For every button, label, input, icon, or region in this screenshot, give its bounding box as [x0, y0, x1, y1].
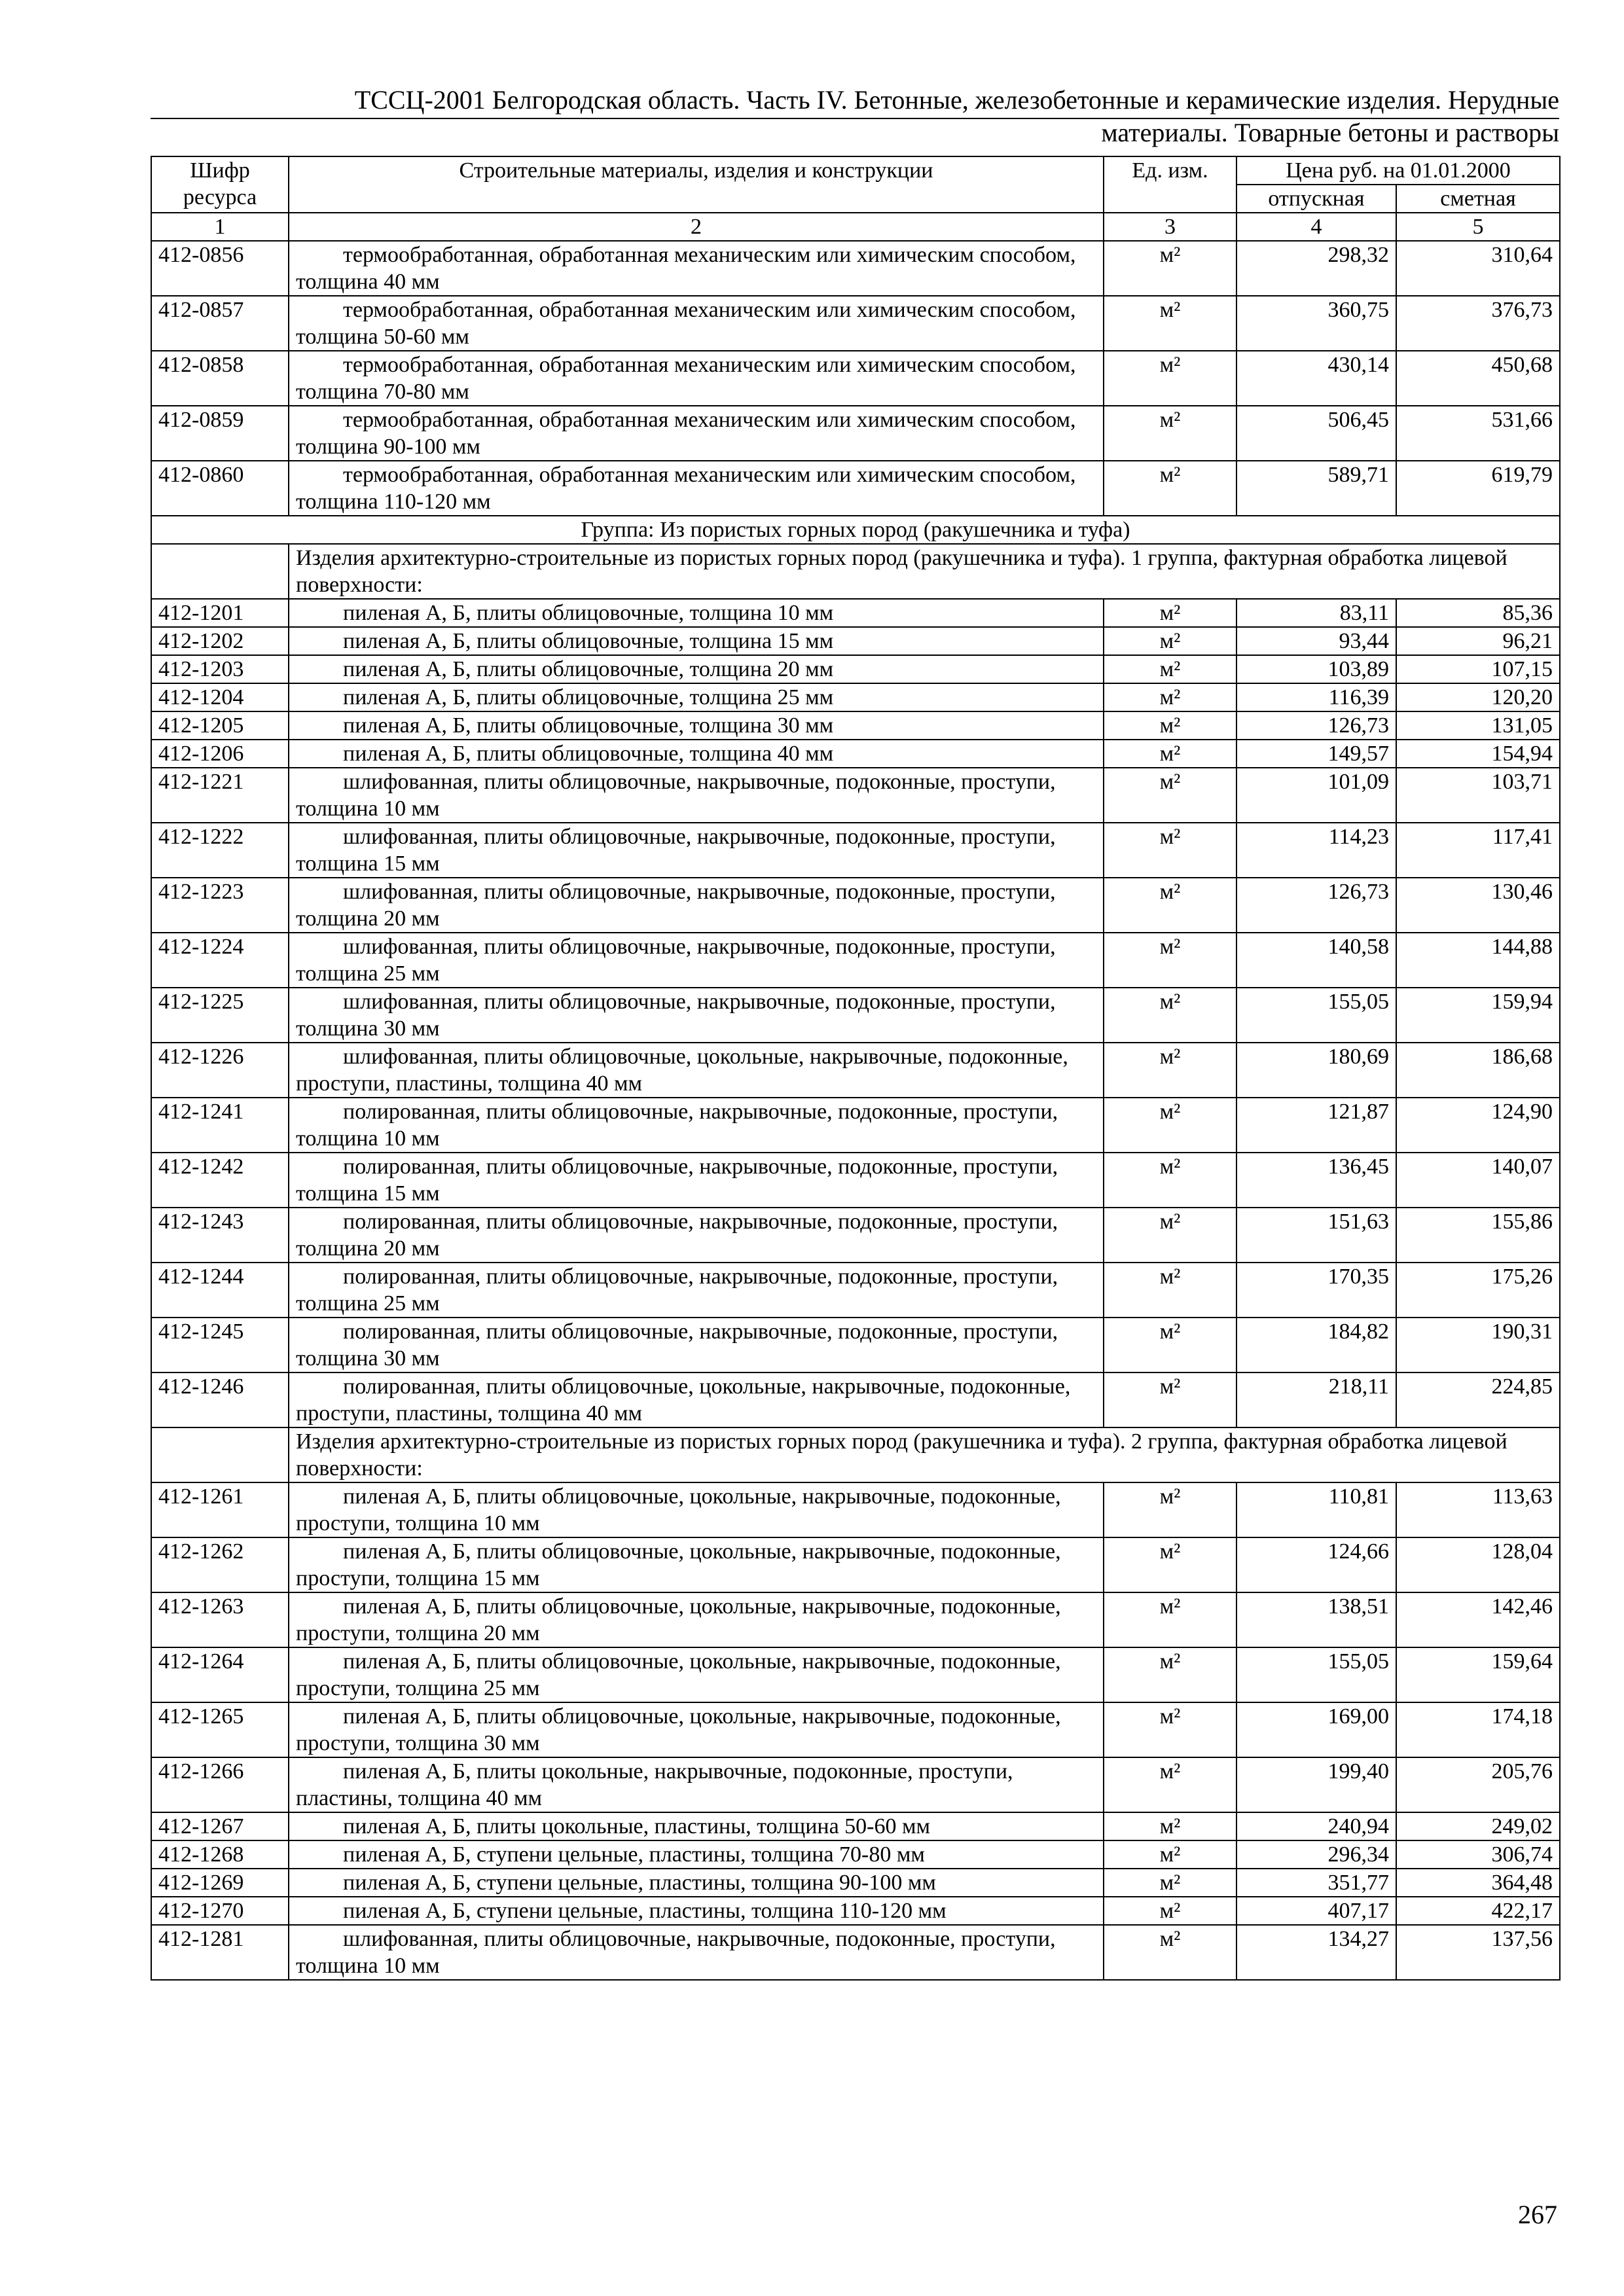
- estimate-price-cell: 131,05: [1396, 711, 1560, 740]
- estimate-price-cell: 450,68: [1396, 351, 1560, 406]
- release-price-cell: 140,58: [1236, 933, 1396, 988]
- price-table: [151, 156, 1561, 1981]
- unit-cell: м²: [1104, 683, 1236, 711]
- table-row: [151, 1840, 1560, 1869]
- table-row: [151, 1208, 1560, 1263]
- table-row: [151, 878, 1560, 933]
- code-cell: 412-1264: [151, 1647, 289, 1702]
- description-cell: пиленая А, Б, ступени цельные, пластины, толщина 110-120 мм: [289, 1897, 1104, 1925]
- unit-cell: м²: [1104, 599, 1236, 627]
- estimate-price-cell: 249,02: [1396, 1812, 1560, 1840]
- header-rule: [151, 118, 1559, 119]
- code-cell: 412-1206: [151, 740, 289, 768]
- col-unit-header: Ед. изм.: [1104, 156, 1236, 213]
- estimate-price-cell: 124,90: [1396, 1098, 1560, 1153]
- description-cell: пиленая А, Б, плиты цокольные, накрывочные, подоконные, проступи, пластины, толщина 40 мм: [289, 1757, 1104, 1812]
- code-cell: 412-1204: [151, 683, 289, 711]
- description-cell: шлифованная, плиты облицовочные, цокольные, накрывочные, подоконные, проступи, пластины, толщина 40 мм: [289, 1043, 1104, 1098]
- estimate-price-cell: 306,74: [1396, 1840, 1560, 1869]
- table-row: [151, 711, 1560, 740]
- description-cell: пиленая А, Б, плиты облицовочные, толщина 25 мм: [289, 683, 1104, 711]
- unit-cell: м²: [1104, 655, 1236, 683]
- table-row: [151, 1925, 1560, 1980]
- estimate-price-cell: 422,17: [1396, 1897, 1560, 1925]
- table-row: [151, 768, 1560, 823]
- col-number: 2: [289, 213, 1104, 241]
- table-body: [151, 241, 1560, 1980]
- estimate-price-cell: 159,64: [1396, 1647, 1560, 1702]
- description-cell: пиленая А, Б, плиты облицовочные, толщина 15 мм: [289, 627, 1104, 655]
- table-header: [151, 156, 1560, 241]
- code-cell: 412-1245: [151, 1318, 289, 1372]
- estimate-price-cell: 85,36: [1396, 599, 1560, 627]
- code-cell: 412-1243: [151, 1208, 289, 1263]
- release-price-cell: 101,09: [1236, 768, 1396, 823]
- release-price-cell: 124,66: [1236, 1537, 1396, 1592]
- unit-cell: м²: [1104, 241, 1236, 296]
- description-cell: термообработанная, обработанная механическим или химическим способом, толщина 110-120 мм: [289, 461, 1104, 516]
- estimate-price-cell: 117,41: [1396, 823, 1560, 878]
- table-row: [151, 1702, 1560, 1757]
- code-cell: 412-0858: [151, 351, 289, 406]
- col-price-header: Цена руб. на 01.01.2000: [1236, 156, 1560, 185]
- code-cell: 412-1203: [151, 655, 289, 683]
- header-line-2: материалы. Товарные бетоны и растворы: [1101, 118, 1559, 147]
- description-cell: полированная, плиты облицовочные, накрывочные, подоконные, проступи, толщина 15 мм: [289, 1153, 1104, 1208]
- code-cell: 412-1225: [151, 988, 289, 1043]
- running-header: [151, 84, 1559, 149]
- unit-cell: м²: [1104, 406, 1236, 461]
- code-cell: 412-1244: [151, 1263, 289, 1318]
- unit-cell: м²: [1104, 740, 1236, 768]
- table-row: [151, 823, 1560, 878]
- description-cell: шлифованная, плиты облицовочные, накрывочные, подоконные, проступи, толщина 20 мм: [289, 878, 1104, 933]
- release-price-cell: 240,94: [1236, 1812, 1396, 1840]
- description-cell: полированная, плиты облицовочные, накрывочные, подоконные, проступи, толщина 25 мм: [289, 1263, 1104, 1318]
- unit-cell: м²: [1104, 1840, 1236, 1869]
- release-price-cell: 83,11: [1236, 599, 1396, 627]
- estimate-price-cell: 174,18: [1396, 1702, 1560, 1757]
- release-price-cell: 298,32: [1236, 241, 1396, 296]
- release-price-cell: 170,35: [1236, 1263, 1396, 1318]
- table-row: [151, 1098, 1560, 1153]
- estimate-price-cell: 159,94: [1396, 988, 1560, 1043]
- release-price-cell: 136,45: [1236, 1153, 1396, 1208]
- release-price-cell: 126,73: [1236, 711, 1396, 740]
- group-heading-row: [151, 516, 1560, 544]
- empty-cell: [151, 1427, 289, 1482]
- table-row: [151, 1592, 1560, 1647]
- unit-cell: м²: [1104, 823, 1236, 878]
- release-price-cell: 103,89: [1236, 655, 1396, 683]
- unit-cell: м²: [1104, 1043, 1236, 1098]
- code-cell: 412-1269: [151, 1869, 289, 1897]
- description-cell: пиленая А, Б, плиты облицовочные, цокольные, накрывочные, подоконные, проступи, толщина 30 мм: [289, 1702, 1104, 1757]
- unit-cell: м²: [1104, 1869, 1236, 1897]
- code-cell: 412-1281: [151, 1925, 289, 1980]
- code-cell: 412-1221: [151, 768, 289, 823]
- description-cell: термообработанная, обработанная механическим или химическим способом, толщина 40 мм: [289, 241, 1104, 296]
- table-row: [151, 1043, 1560, 1098]
- release-price-cell: 407,17: [1236, 1897, 1396, 1925]
- release-price-cell: 506,45: [1236, 406, 1396, 461]
- release-price-cell: 116,39: [1236, 683, 1396, 711]
- col-estimate-header: сметная: [1396, 185, 1560, 213]
- unit-cell: м²: [1104, 1897, 1236, 1925]
- release-price-cell: 218,11: [1236, 1372, 1396, 1427]
- description-cell: полированная, плиты облицовочные, накрывочные, подоконные, проступи, толщина 10 мм: [289, 1098, 1104, 1153]
- release-price-cell: 360,75: [1236, 296, 1396, 351]
- code-cell: 412-1202: [151, 627, 289, 655]
- unit-cell: м²: [1104, 1537, 1236, 1592]
- table-row: [151, 296, 1560, 351]
- estimate-price-cell: 205,76: [1396, 1757, 1560, 1812]
- description-cell: полированная, плиты облицовочные, накрывочные, подоконные, проступи, толщина 30 мм: [289, 1318, 1104, 1372]
- description-cell: пиленая А, Б, плиты облицовочные, толщина 10 мм: [289, 599, 1104, 627]
- table-row: [151, 1153, 1560, 1208]
- col-code-header: Шифр ресурса: [151, 156, 289, 213]
- estimate-price-cell: 96,21: [1396, 627, 1560, 655]
- code-cell: 412-1246: [151, 1372, 289, 1427]
- description-cell: пиленая А, Б, плиты облицовочные, цокольные, накрывочные, подоконные, проступи, толщина 15 мм: [289, 1537, 1104, 1592]
- code-cell: 412-1265: [151, 1702, 289, 1757]
- estimate-price-cell: 155,86: [1396, 1208, 1560, 1263]
- unit-cell: м²: [1104, 1208, 1236, 1263]
- release-price-cell: 351,77: [1236, 1869, 1396, 1897]
- estimate-price-cell: 190,31: [1396, 1318, 1560, 1372]
- description-cell: пиленая А, Б, плиты облицовочные, цокольные, накрывочные, подоконные, проступи, толщина 20 мм: [289, 1592, 1104, 1647]
- code-cell: 412-1241: [151, 1098, 289, 1153]
- estimate-price-cell: 154,94: [1396, 740, 1560, 768]
- estimate-price-cell: 113,63: [1396, 1482, 1560, 1537]
- unit-cell: м²: [1104, 1647, 1236, 1702]
- page-number: 267: [1518, 2200, 1557, 2229]
- table-row: [151, 1372, 1560, 1427]
- code-cell: 412-1226: [151, 1043, 289, 1098]
- release-price-cell: 296,34: [1236, 1840, 1396, 1869]
- release-price-cell: 138,51: [1236, 1592, 1396, 1647]
- description-cell: пиленая А, Б, плиты облицовочные, цокольные, накрывочные, подоконные, проступи, толщина 25 мм: [289, 1647, 1104, 1702]
- col-release-header: отпускная: [1236, 185, 1396, 213]
- unit-cell: м²: [1104, 1372, 1236, 1427]
- description-cell: пиленая А, Б, плиты облицовочные, толщина 30 мм: [289, 711, 1104, 740]
- unit-cell: м²: [1104, 1757, 1236, 1812]
- release-price-cell: 169,00: [1236, 1702, 1396, 1757]
- table-row: [151, 599, 1560, 627]
- release-price-cell: 180,69: [1236, 1043, 1396, 1098]
- estimate-price-cell: 186,68: [1396, 1043, 1560, 1098]
- estimate-price-cell: 128,04: [1396, 1537, 1560, 1592]
- group-heading: Группа: Из пористых горных пород (ракушечника и туфа): [151, 516, 1560, 544]
- unit-cell: м²: [1104, 627, 1236, 655]
- release-price-cell: 184,82: [1236, 1318, 1396, 1372]
- release-price-cell: 149,57: [1236, 740, 1396, 768]
- column-numbers-row: [151, 213, 1560, 241]
- estimate-price-cell: 376,73: [1396, 296, 1560, 351]
- unit-cell: м²: [1104, 878, 1236, 933]
- release-price-cell: 110,81: [1236, 1482, 1396, 1537]
- empty-cell: [151, 544, 289, 599]
- code-cell: 412-0857: [151, 296, 289, 351]
- code-cell: 412-1261: [151, 1482, 289, 1537]
- estimate-price-cell: 175,26: [1396, 1263, 1560, 1318]
- code-cell: 412-1205: [151, 711, 289, 740]
- release-price-cell: 155,05: [1236, 1647, 1396, 1702]
- col-number: 4: [1236, 213, 1396, 241]
- description-cell: термообработанная, обработанная механическим или химическим способом, толщина 90-100 мм: [289, 406, 1104, 461]
- code-cell: 412-1268: [151, 1840, 289, 1869]
- code-cell: 412-1222: [151, 823, 289, 878]
- col-name-header: Строительные материалы, изделия и конструкции: [289, 156, 1104, 213]
- table-row: [151, 1318, 1560, 1372]
- estimate-price-cell: 137,56: [1396, 1925, 1560, 1980]
- code-cell: 412-1223: [151, 878, 289, 933]
- release-price-cell: 199,40: [1236, 1757, 1396, 1812]
- description-cell: пиленая А, Б, плиты облицовочные, толщина 40 мм: [289, 740, 1104, 768]
- estimate-price-cell: 364,48: [1396, 1869, 1560, 1897]
- table-row: [151, 627, 1560, 655]
- table-row: [151, 933, 1560, 988]
- subgroup-heading: Изделия архитектурно-строительные из пористых горных пород (ракушечника и туфа). 2 группа, фактурная обработка лицевой поверхности:: [289, 1427, 1560, 1482]
- table-row: [151, 1263, 1560, 1318]
- table-row: [151, 1897, 1560, 1925]
- estimate-price-cell: 531,66: [1396, 406, 1560, 461]
- unit-cell: м²: [1104, 711, 1236, 740]
- code-cell: 412-1262: [151, 1537, 289, 1592]
- table-row: [151, 461, 1560, 516]
- description-cell: шлифованная, плиты облицовочные, накрывочные, подоконные, проступи, толщина 10 мм: [289, 768, 1104, 823]
- estimate-price-cell: 224,85: [1396, 1372, 1560, 1427]
- release-price-cell: 93,44: [1236, 627, 1396, 655]
- unit-cell: м²: [1104, 1482, 1236, 1537]
- table-row: [151, 351, 1560, 406]
- unit-cell: м²: [1104, 1153, 1236, 1208]
- description-cell: шлифованная, плиты облицовочные, накрывочные, подоконные, проступи, толщина 15 мм: [289, 823, 1104, 878]
- release-price-cell: 430,14: [1236, 351, 1396, 406]
- header-line-1: ТССЦ-2001 Белгородская область. Часть IV. Бетонные, железобетонные и керамические изделия. Нерудные: [354, 85, 1559, 115]
- code-cell: 412-1242: [151, 1153, 289, 1208]
- col-number: 3: [1104, 213, 1236, 241]
- unit-cell: м²: [1104, 1263, 1236, 1318]
- estimate-price-cell: 130,46: [1396, 878, 1560, 933]
- estimate-price-cell: 144,88: [1396, 933, 1560, 988]
- unit-cell: м²: [1104, 1702, 1236, 1757]
- table-row: [151, 1647, 1560, 1702]
- table-row: [151, 1482, 1560, 1537]
- code-cell: 412-1201: [151, 599, 289, 627]
- release-price-cell: 121,87: [1236, 1098, 1396, 1153]
- code-cell: 412-1263: [151, 1592, 289, 1647]
- description-cell: полированная, плиты облицовочные, цокольные, накрывочные, подоконные, проступи, пластины, толщина 40 мм: [289, 1372, 1104, 1427]
- unit-cell: м²: [1104, 933, 1236, 988]
- release-price-cell: 114,23: [1236, 823, 1396, 878]
- code-cell: 412-1267: [151, 1812, 289, 1840]
- estimate-price-cell: 120,20: [1396, 683, 1560, 711]
- description-cell: пиленая А, Б, плиты облицовочные, цокольные, накрывочные, подоконные, проступи, толщина 10 мм: [289, 1482, 1104, 1537]
- unit-cell: м²: [1104, 1098, 1236, 1153]
- table-row: [151, 683, 1560, 711]
- col-number: 1: [151, 213, 289, 241]
- estimate-price-cell: 103,71: [1396, 768, 1560, 823]
- unit-cell: м²: [1104, 1318, 1236, 1372]
- estimate-price-cell: 142,46: [1396, 1592, 1560, 1647]
- estimate-price-cell: 107,15: [1396, 655, 1560, 683]
- release-price-cell: 126,73: [1236, 878, 1396, 933]
- estimate-price-cell: 619,79: [1396, 461, 1560, 516]
- description-cell: полированная, плиты облицовочные, накрывочные, подоконные, проступи, толщина 20 мм: [289, 1208, 1104, 1263]
- subgroup-heading-row: [151, 1427, 1560, 1482]
- table-row: [151, 1757, 1560, 1812]
- col-number: 5: [1396, 213, 1560, 241]
- subgroup-heading-row: [151, 544, 1560, 599]
- unit-cell: м²: [1104, 1925, 1236, 1980]
- subgroup-heading: Изделия архитектурно-строительные из пористых горных пород (ракушечника и туфа). 1 группа, фактурная обработка лицевой поверхности:: [289, 544, 1560, 599]
- unit-cell: м²: [1104, 1812, 1236, 1840]
- code-cell: 412-0860: [151, 461, 289, 516]
- code-cell: 412-0856: [151, 241, 289, 296]
- code-cell: 412-1270: [151, 1897, 289, 1925]
- table-row: [151, 740, 1560, 768]
- unit-cell: м²: [1104, 768, 1236, 823]
- release-price-cell: 155,05: [1236, 988, 1396, 1043]
- estimate-price-cell: 310,64: [1396, 241, 1560, 296]
- code-cell: 412-1224: [151, 933, 289, 988]
- table-row: [151, 241, 1560, 296]
- description-cell: пиленая А, Б, плиты цокольные, пластины, толщина 50-60 мм: [289, 1812, 1104, 1840]
- description-cell: термообработанная, обработанная механическим или химическим способом, толщина 70-80 мм: [289, 351, 1104, 406]
- table-row: [151, 1537, 1560, 1592]
- description-cell: пиленая А, Б, плиты облицовочные, толщина 20 мм: [289, 655, 1104, 683]
- description-cell: шлифованная, плиты облицовочные, накрывочные, подоконные, проступи, толщина 25 мм: [289, 933, 1104, 988]
- table-row: [151, 1812, 1560, 1840]
- table-row: [151, 655, 1560, 683]
- code-cell: 412-1266: [151, 1757, 289, 1812]
- unit-cell: м²: [1104, 461, 1236, 516]
- unit-cell: м²: [1104, 988, 1236, 1043]
- table-row: [151, 406, 1560, 461]
- description-cell: пиленая А, Б, ступени цельные, пластины, толщина 90-100 мм: [289, 1869, 1104, 1897]
- description-cell: пиленая А, Б, ступени цельные, пластины, толщина 70-80 мм: [289, 1840, 1104, 1869]
- unit-cell: м²: [1104, 296, 1236, 351]
- release-price-cell: 134,27: [1236, 1925, 1396, 1980]
- description-cell: термообработанная, обработанная механическим или химическим способом, толщина 50-60 мм: [289, 296, 1104, 351]
- unit-cell: м²: [1104, 1592, 1236, 1647]
- table-row: [151, 1869, 1560, 1897]
- description-cell: шлифованная, плиты облицовочные, накрывочные, подоконные, проступи, толщина 30 мм: [289, 988, 1104, 1043]
- estimate-price-cell: 140,07: [1396, 1153, 1560, 1208]
- unit-cell: м²: [1104, 351, 1236, 406]
- code-cell: 412-0859: [151, 406, 289, 461]
- table-row: [151, 988, 1560, 1043]
- release-price-cell: 589,71: [1236, 461, 1396, 516]
- description-cell: шлифованная, плиты облицовочные, накрывочные, подоконные, проступи, толщина 10 мм: [289, 1925, 1104, 1980]
- release-price-cell: 151,63: [1236, 1208, 1396, 1263]
